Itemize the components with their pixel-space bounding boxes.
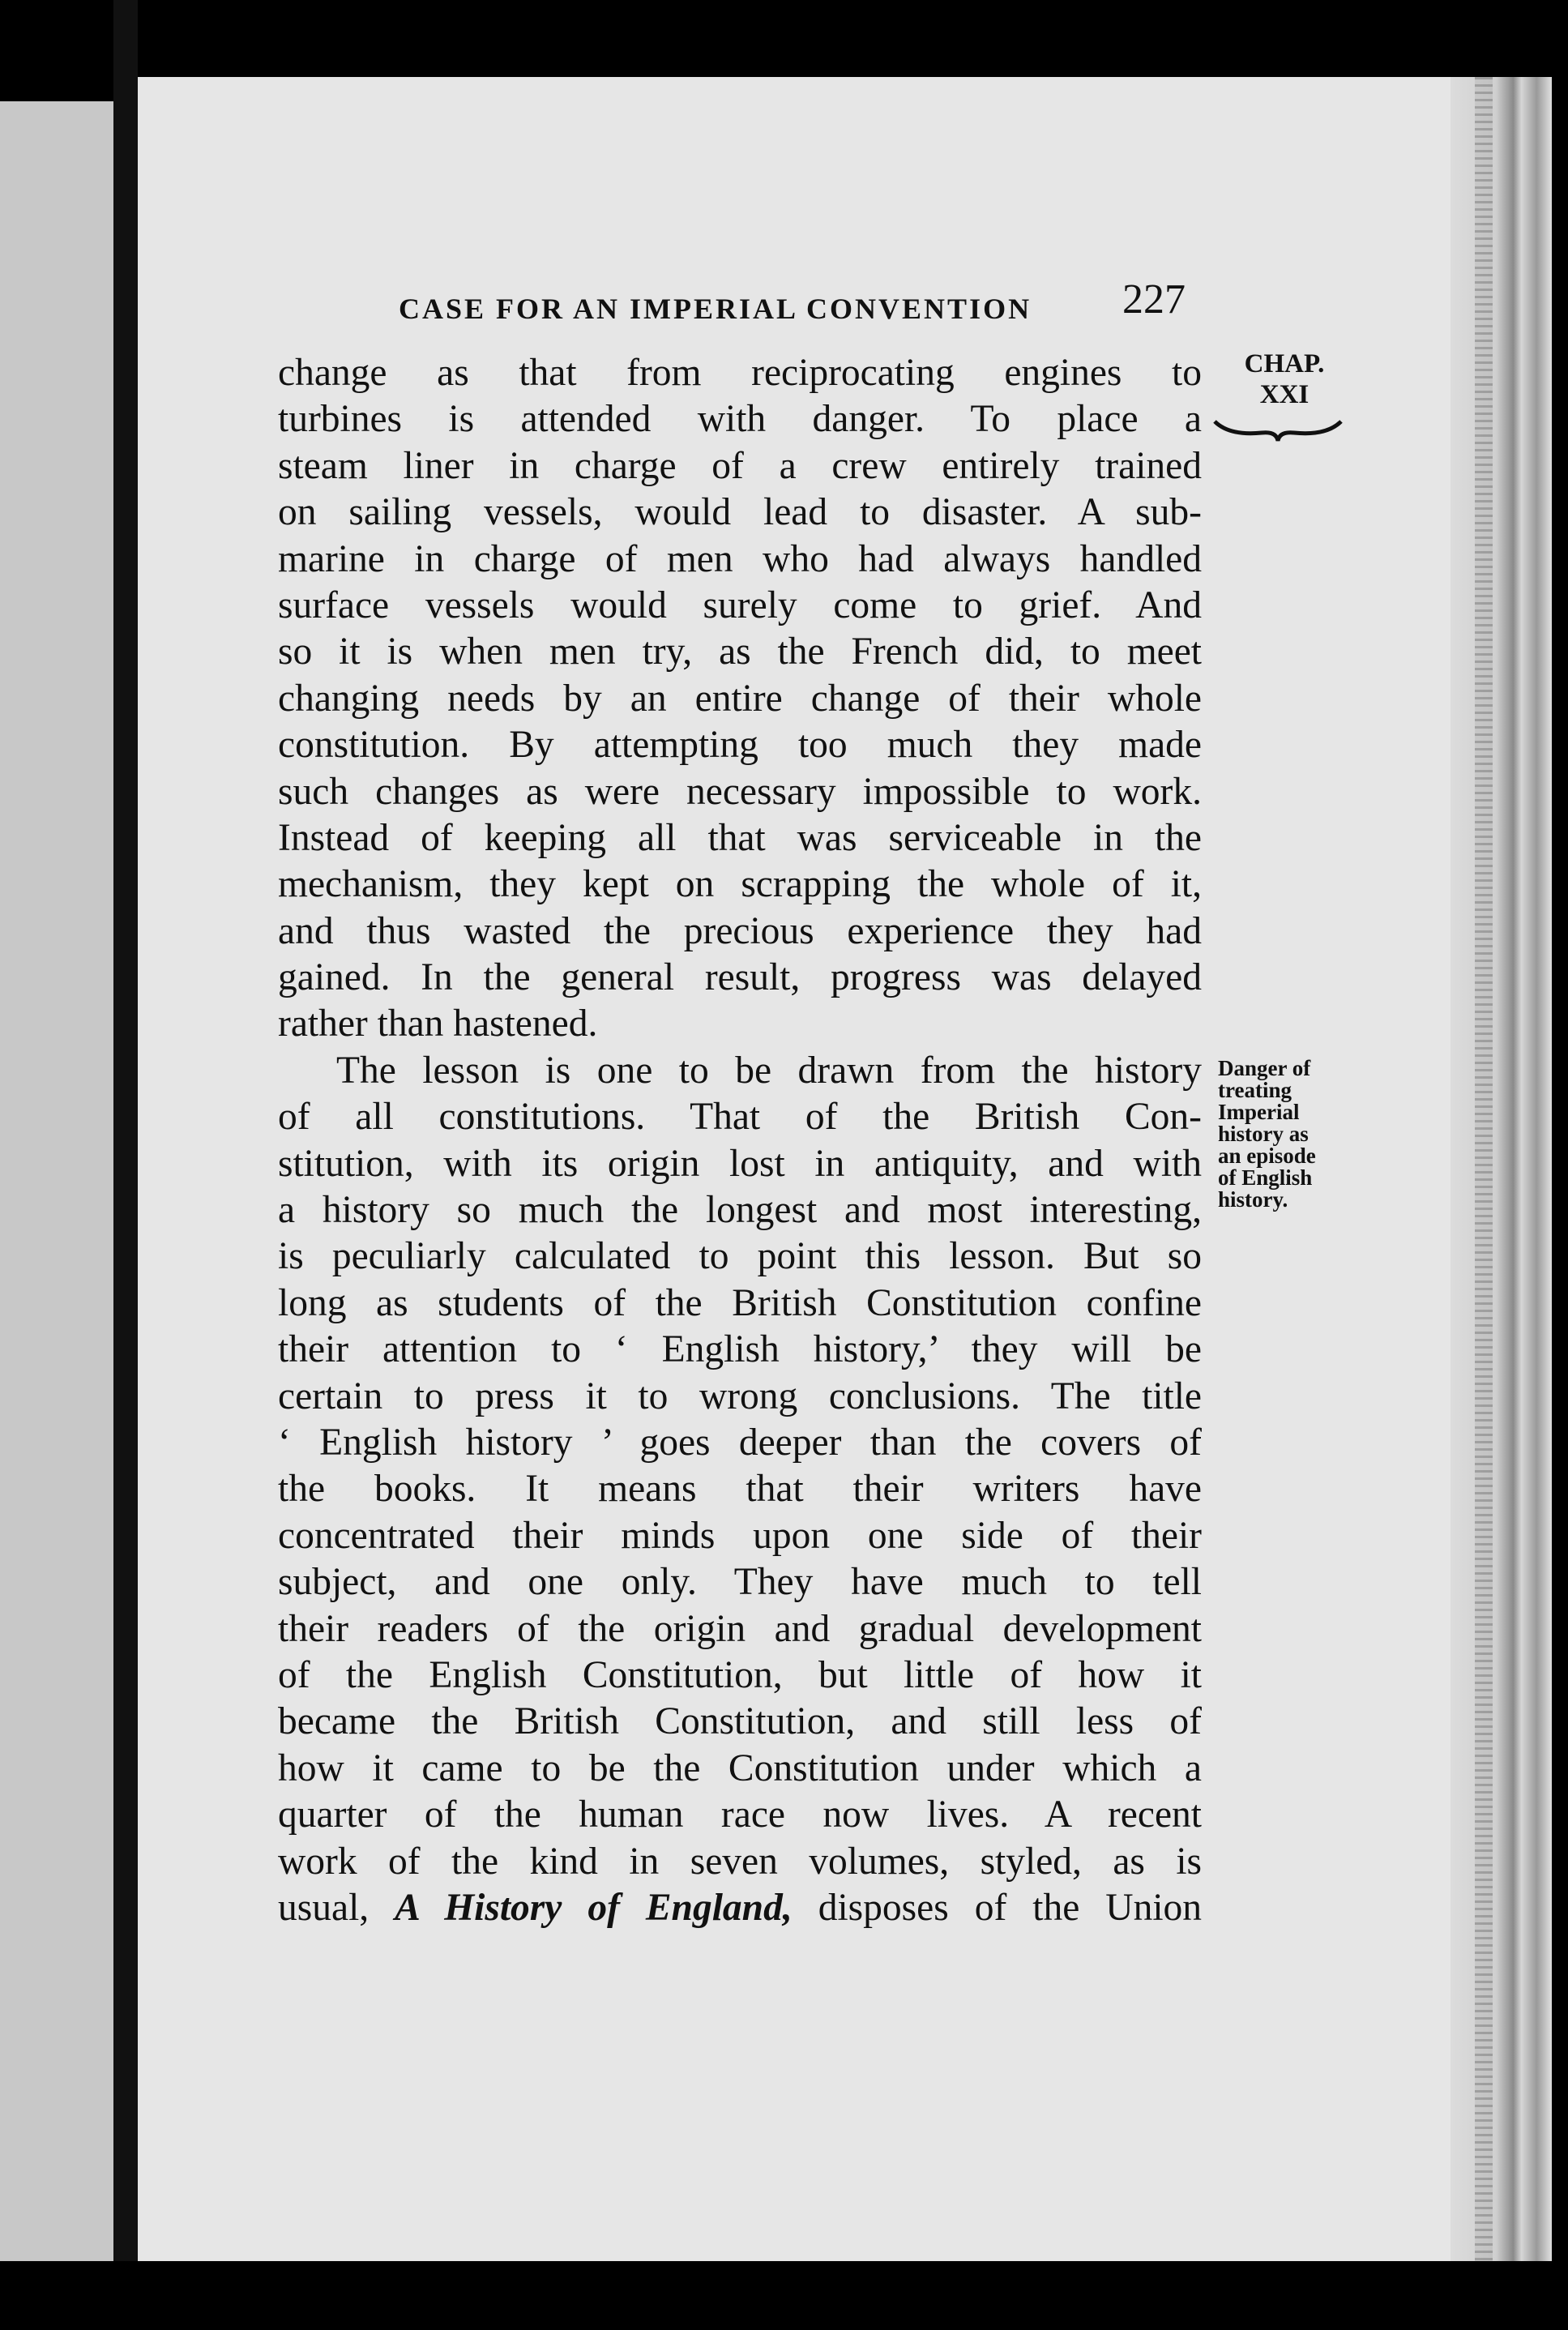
text-line: long as students of the British Constitution confine — [278, 1281, 1202, 1324]
chapter-brace-ornament — [1213, 413, 1343, 446]
sidenote-line: history as — [1218, 1122, 1309, 1146]
text-line: The lesson is one to be drawn from the history — [336, 1049, 1202, 1092]
text-line: the books. It means that their writers have — [278, 1468, 1202, 1511]
sidenote-line: an episode — [1218, 1144, 1316, 1168]
chapter-label — [1224, 348, 1345, 410]
text-line: quarter of the human race now lives. A recent — [278, 1793, 1202, 1836]
text-line: ‘ English history ’ goes deeper than the covers of — [278, 1421, 1202, 1464]
page-number: 227 — [1122, 276, 1186, 323]
book-title-italic: A History of England, — [395, 1886, 793, 1929]
sidenote-line: Imperial — [1218, 1100, 1300, 1124]
paragraph-2 — [278, 1048, 1202, 1931]
page-fore-edge — [1451, 77, 1552, 2261]
text-line: is peculiarly calculated to point this lesson. But so — [278, 1235, 1202, 1278]
book-gutter — [113, 0, 138, 2330]
text-line: rather than hastened. — [278, 1003, 598, 1045]
text-line: of all constitutions. That of the British Con- — [278, 1096, 1202, 1139]
text-line: steam liner in charge of a crew entirely trained — [278, 444, 1202, 487]
paragraph-1 — [278, 350, 1202, 1048]
text-line: turbines is attended with danger. To place a — [278, 398, 1202, 441]
text-line: such changes as were necessary impossible to work. — [278, 770, 1202, 813]
text-line: how it came to be the Constitution under which a — [278, 1746, 1202, 1789]
text-line: on sailing vessels, would lead to disaster. A sub- — [278, 491, 1202, 534]
text-line: constitution. By attempting too much they made — [278, 724, 1202, 767]
page-fore-edge-texture — [1475, 77, 1493, 2261]
body-text — [278, 350, 1202, 1931]
text-line: concentrated their minds upon one side of their — [278, 1514, 1202, 1557]
text-line: Instead of keeping all that was serviceable in the — [278, 816, 1202, 859]
chapter-label-line2: XXI — [1259, 380, 1310, 409]
final-line-end: disposes of the Union — [818, 1886, 1203, 1929]
facing-page-edge — [0, 101, 113, 2322]
text-line: surface vessels would surely come to grief. And — [278, 584, 1202, 626]
text-line: of the English Constitution, but little of how it — [278, 1653, 1202, 1696]
scan-border — [0, 2261, 1568, 2330]
text-line: their attention to ‘ English history,’ they will be — [278, 1328, 1202, 1371]
text-line: a history so much the longest and most interesting, — [278, 1189, 1202, 1232]
running-head: CASE FOR AN IMPERIAL CONVENTION — [399, 293, 1032, 325]
text-line: stitution, with its origin lost in antiquity, and with — [278, 1142, 1202, 1185]
text-line: changing needs by an entire change of their whole — [278, 677, 1202, 720]
text-line: subject, and one only. They have much to tell — [278, 1561, 1202, 1604]
text-line: certain to press it to wrong conclusions. The title — [278, 1374, 1202, 1417]
chapter-label-line1: CHAP. — [1244, 349, 1325, 378]
sidenote-line: Danger of — [1218, 1056, 1311, 1080]
text-line: so it is when men try, as the French did, to meet — [278, 631, 1202, 673]
final-line-start: usual, — [278, 1886, 370, 1929]
text-line: work of the kind in seven volumes, styled, as is — [278, 1840, 1202, 1883]
text-line: and thus wasted the precious experience they had — [278, 909, 1202, 952]
text-line-final — [278, 1885, 1202, 1931]
sidenote-line: treating — [1218, 1078, 1292, 1102]
margin-sidenote — [1218, 1058, 1364, 1211]
text-line: marine in charge of men who had always handled — [278, 537, 1202, 580]
text-line: mechanism, they kept on scrapping the whole of it, — [278, 863, 1202, 906]
text-line: gained. In the general result, progress was delayed — [278, 956, 1202, 999]
text-line: their readers of the origin and gradual development — [278, 1607, 1202, 1650]
sidenote-line: of English — [1218, 1165, 1313, 1190]
text-line: became the British Constitution, and still less of — [278, 1700, 1202, 1743]
text-line: change as that from reciprocating engines to — [278, 352, 1202, 394]
sidenote-line: history. — [1218, 1187, 1288, 1212]
